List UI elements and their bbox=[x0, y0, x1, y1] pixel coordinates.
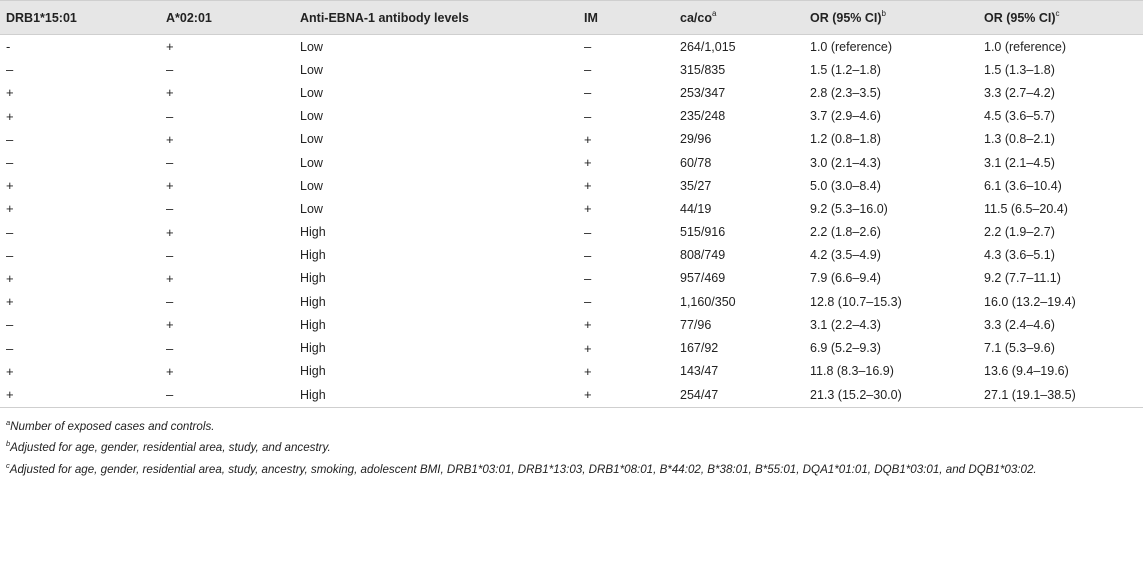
table-row bbox=[0, 290, 1143, 313]
header-drb1: DRB1*15:01 bbox=[0, 1, 148, 35]
cell-or-c: 13.6 (9.4–19.6) bbox=[984, 364, 1069, 379]
cell-a0201: – bbox=[166, 155, 174, 171]
cell-im: + bbox=[584, 131, 592, 147]
cell-antibody-level: High bbox=[300, 294, 326, 309]
table-row bbox=[0, 58, 1143, 81]
cell-drb1: + bbox=[6, 201, 14, 217]
footnote-a bbox=[6, 414, 1143, 435]
cell-antibody-level: Low bbox=[300, 109, 323, 124]
cell-drb1: – bbox=[6, 224, 14, 240]
cell-or-c: 11.5 (6.5–20.4) bbox=[984, 201, 1068, 216]
cell-a0201: – bbox=[166, 62, 174, 78]
table-row bbox=[0, 128, 1143, 151]
header-im: IM bbox=[578, 1, 674, 35]
cell-or-c: 6.1 (3.6–10.4) bbox=[984, 178, 1062, 193]
cell-drb1: – bbox=[6, 62, 14, 78]
cell-or-b: 9.2 (5.3–16.0) bbox=[810, 201, 888, 216]
header-row bbox=[0, 1, 1143, 35]
cell-antibody-level: Low bbox=[300, 201, 323, 216]
cell-im: + bbox=[584, 363, 592, 379]
cell-drb1: – bbox=[6, 155, 14, 171]
footnote-mark: c bbox=[6, 460, 10, 470]
header-or-c: OR (95% CI)$^c$ bbox=[978, 1, 1143, 35]
footnote-mark: a bbox=[6, 417, 11, 427]
cell-or-c: 1.5 (1.3–1.8) bbox=[984, 62, 1055, 77]
cell-or-b: 12.8 (10.7–15.3) bbox=[810, 294, 902, 309]
cell-ca-co: 315/835 bbox=[680, 62, 726, 77]
cell-im: – bbox=[584, 108, 592, 124]
header-antibody-levels: Anti-EBNA-1 antibody levels bbox=[294, 1, 578, 35]
cell-antibody-level: Low bbox=[300, 178, 323, 193]
cell-antibody-level: High bbox=[294, 383, 578, 408]
cell-ca-co: 143/47 bbox=[680, 364, 719, 379]
cell-or-c: 9.2 (7.7–11.1) bbox=[984, 271, 1061, 286]
cell-or-c: 16.0 (13.2–19.4) bbox=[984, 294, 1076, 309]
cell-or-b: 11.8 (8.3–16.9) bbox=[810, 364, 894, 379]
cell-antibody-level: High bbox=[300, 225, 326, 240]
table-row bbox=[0, 105, 1143, 128]
cell-or-b: 2.8 (2.3–3.5) bbox=[810, 85, 881, 100]
cell-a0201: – bbox=[166, 108, 174, 124]
table-row bbox=[0, 81, 1143, 104]
cell-or-b: 3.7 (2.9–4.6) bbox=[810, 109, 881, 124]
cell-ca-co: 253/347 bbox=[680, 85, 726, 100]
cell-antibody-level: High bbox=[300, 317, 326, 332]
cell-drb1: + bbox=[6, 270, 14, 286]
cell-antibody-level: High bbox=[300, 248, 326, 263]
cell-or-c: 1.0 (reference) bbox=[984, 39, 1066, 54]
cell-im: – bbox=[584, 270, 592, 286]
footnote-text: Number of exposed cases and controls. bbox=[10, 419, 215, 433]
cell-a0201: + bbox=[166, 178, 174, 194]
cell-a0201: + bbox=[166, 39, 174, 55]
table-row bbox=[0, 383, 1143, 408]
cell-im: – bbox=[584, 62, 592, 78]
cell-im: + bbox=[578, 383, 674, 408]
cell-a0201: + bbox=[166, 317, 174, 333]
cell-or-c: 27.1 (19.1–38.5) bbox=[978, 383, 1143, 408]
table-row bbox=[0, 244, 1143, 267]
table-body bbox=[0, 35, 1143, 408]
cell-drb1: + bbox=[6, 108, 14, 124]
cell-a0201: + bbox=[166, 224, 174, 240]
cell-a0201: + bbox=[166, 270, 174, 286]
cell-ca-co: 35/27 bbox=[680, 178, 712, 193]
footnote-text: Adjusted for age, gender, residential area, study, and ancestry. bbox=[10, 441, 331, 455]
cell-drb1: – bbox=[6, 247, 14, 263]
cell-drb1: + bbox=[6, 294, 14, 310]
cell-drb1: – bbox=[6, 340, 14, 356]
cell-ca-co: 264/1,015 bbox=[680, 39, 736, 54]
footnote-c bbox=[6, 457, 1143, 478]
cell-ca-co: 515/916 bbox=[680, 225, 726, 240]
table-row bbox=[0, 336, 1143, 359]
cell-ca-co: 60/78 bbox=[680, 155, 712, 170]
cell-or-c: 3.3 (2.4–4.6) bbox=[984, 317, 1055, 332]
cell-ca-co: 44/19 bbox=[680, 201, 712, 216]
cell-a0201: – bbox=[148, 383, 294, 408]
cell-drb1: + bbox=[6, 178, 14, 194]
cell-im: – bbox=[584, 294, 592, 310]
table-row bbox=[0, 35, 1143, 59]
table-row bbox=[0, 313, 1143, 336]
cell-or-b: 4.2 (3.5–4.9) bbox=[810, 248, 881, 263]
cell-ca-co: 808/749 bbox=[680, 248, 726, 263]
table-row bbox=[0, 151, 1143, 174]
cell-antibody-level: Low bbox=[300, 62, 323, 77]
cell-ca-co: 77/96 bbox=[680, 317, 712, 332]
cell-or-b: 3.0 (2.1–4.3) bbox=[810, 155, 881, 170]
cell-im: – bbox=[584, 39, 592, 55]
cell-drb1: + bbox=[0, 383, 148, 408]
header-or-b: OR (95% CI)$^b$ bbox=[804, 1, 978, 35]
cell-or-b: 7.9 (6.6–9.4) bbox=[810, 271, 881, 286]
cell-or-b: 6.9 (5.2–9.3) bbox=[810, 341, 881, 356]
cell-drb1: - bbox=[6, 39, 11, 55]
cell-or-c: 7.1 (5.3–9.6) bbox=[984, 341, 1055, 356]
cell-or-b: 2.2 (1.8–2.6) bbox=[810, 225, 881, 240]
cell-antibody-level: Low bbox=[300, 155, 323, 170]
cell-antibody-level: Low bbox=[300, 39, 323, 54]
footnotes bbox=[0, 414, 1143, 478]
table-row bbox=[0, 221, 1143, 244]
cell-im: + bbox=[584, 155, 592, 171]
cell-ca-co: 29/96 bbox=[680, 132, 712, 147]
cell-a0201: – bbox=[166, 201, 174, 217]
cell-ca-co: 235/248 bbox=[680, 109, 726, 124]
cell-a0201: + bbox=[166, 85, 174, 101]
cell-ca-co: 254/47 bbox=[674, 383, 804, 408]
cell-antibody-level: Low bbox=[300, 85, 323, 100]
cell-a0201: – bbox=[166, 247, 174, 263]
cell-ca-co: 167/92 bbox=[680, 341, 719, 356]
table-row bbox=[0, 267, 1143, 290]
cell-drb1: + bbox=[6, 85, 14, 101]
cell-a0201: – bbox=[166, 340, 174, 356]
cell-drb1: + bbox=[6, 363, 14, 379]
cell-im: – bbox=[584, 224, 592, 240]
cell-im: + bbox=[584, 317, 592, 333]
table-row bbox=[0, 197, 1143, 220]
footnote-text: Adjusted for age, gender, residential area, study, ancestry, smoking, adolescent BMI, DRB1*03:01, DRB1*13:03, DRB1*08:01, B*44:02, B*38:01, B*55:01, DQA1*01:01, DQB1*03:01, and DQB1*03:02. bbox=[9, 462, 1037, 476]
header-ca-co: $ca/co^a$ bbox=[674, 1, 804, 35]
cell-im: + bbox=[584, 178, 592, 194]
cell-ca-co: 957/469 bbox=[680, 271, 726, 286]
cell-antibody-level: High bbox=[300, 341, 326, 356]
cell-a0201: + bbox=[166, 131, 174, 147]
header-a0201: A*02:01 bbox=[148, 1, 294, 35]
cell-antibody-level: High bbox=[300, 364, 326, 379]
cell-or-b: 1.2 (0.8–1.8) bbox=[810, 132, 881, 147]
cell-a0201: + bbox=[166, 363, 174, 379]
cell-drb1: – bbox=[6, 317, 14, 333]
cell-im: – bbox=[584, 85, 592, 101]
cell-or-b: 1.0 (reference) bbox=[810, 39, 892, 54]
cell-ca-co: 1,160/350 bbox=[680, 294, 736, 309]
table-header bbox=[0, 1, 1143, 35]
footnote-b bbox=[6, 435, 1143, 456]
cell-or-c: 3.3 (2.7–4.2) bbox=[984, 85, 1055, 100]
cell-or-c: 2.2 (1.9–2.7) bbox=[984, 225, 1055, 240]
cell-or-c: 4.5 (3.6–5.7) bbox=[984, 109, 1055, 124]
cell-im: – bbox=[584, 247, 592, 263]
cell-or-b: 3.1 (2.2–4.3) bbox=[810, 317, 881, 332]
cell-or-c: 4.3 (3.6–5.1) bbox=[984, 248, 1055, 263]
cell-or-b: 21.3 (15.2–30.0) bbox=[804, 383, 978, 408]
cell-im: + bbox=[584, 340, 592, 356]
cell-or-c: 1.3 (0.8–2.1) bbox=[984, 132, 1055, 147]
cell-or-b: 1.5 (1.2–1.8) bbox=[810, 62, 881, 77]
cell-im: + bbox=[584, 201, 592, 217]
table-row bbox=[0, 174, 1143, 197]
cell-antibody-level: High bbox=[300, 271, 326, 286]
cell-a0201: – bbox=[166, 294, 174, 310]
footnote-mark: b bbox=[6, 439, 11, 449]
cell-drb1: – bbox=[6, 131, 14, 147]
cell-or-b: 5.0 (3.0–8.4) bbox=[810, 178, 881, 193]
cell-or-c: 3.1 (2.1–4.5) bbox=[984, 155, 1055, 170]
table-row bbox=[0, 360, 1143, 383]
cell-antibody-level: Low bbox=[300, 132, 323, 147]
